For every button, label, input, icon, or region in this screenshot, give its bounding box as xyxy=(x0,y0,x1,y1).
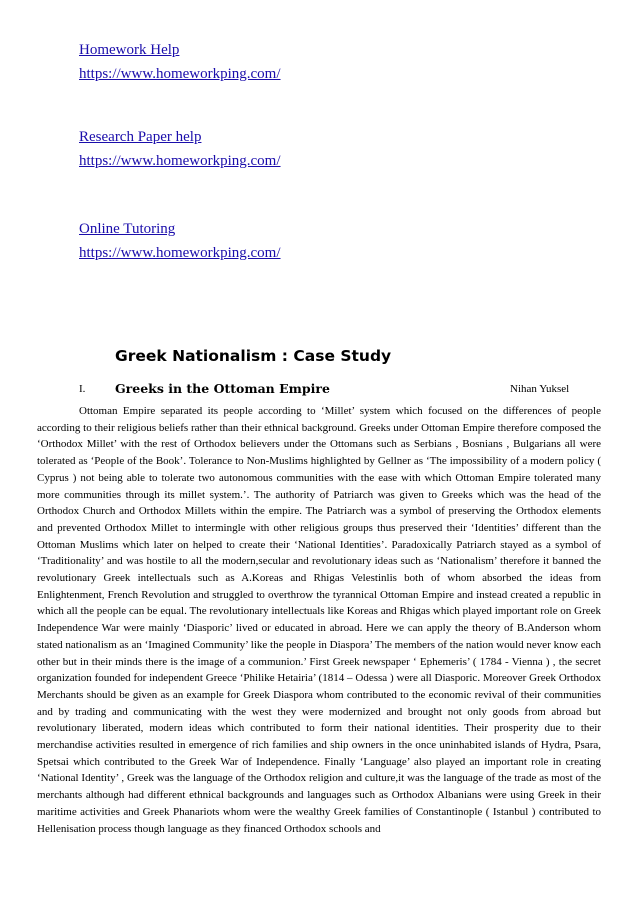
homework-help-link[interactable]: Homework Help xyxy=(79,42,180,58)
author-name: Nihan Yuksel xyxy=(510,383,570,395)
online-tutoring-link[interactable]: Online Tutoring xyxy=(79,221,176,237)
section-heading-row xyxy=(0,381,638,401)
research-paper-help-link[interactable]: Research Paper help xyxy=(79,129,202,145)
body-paragraph: Ottoman Empire separated its people according to ‘Millet’ system which focused on the differences of people according to their religious beliefs rather than their ethnical background. Greeks under Ottoman Empire therefore composed the ‘Orthodox Millet’ with the rest of Orthodox believers under the Ottomans such as Serbians , Bosnians , Bulgarians all were tolerated as ‘People of the Book’. Tolerance to Non-Muslims highlighted by Gellner as ‘The impossibility of a modern policy ( Cyprus ) not being able to tolerate two autonomous communities with the ease with which Ottoman Empire tolerated many more communities through its millet system.’. The authority of Patriarch was given to Greeks which was the head of the Orthodox Church and Orthodox Millets within the empire. The Patriarch was a symbol of preserving the Orthodox elements and prevented Orthodox Millet to intermingle with other religious groups thus preserved their ‘Identities’ different than the Ottoman Muslims which later on helped to create their ‘National Identities’. Paradoxically Patriarch stayed as a symbol of ‘Traditionality’ and was hostile to all the modern,secular and revolutionary ideas such as ‘Nationalism’ therefore it banned the revolutionary Greek intellectuals such as A.Koreas and Rhigas Velestinlis both of whom absorbed the ideas from Enlightenment, French Revolution and struggled to overthrow the tyrannical Ottoman Empire and instead created a republic in which all the people can be equal. The revolutionary intellectuals like Koreas and Rhigas which played important role on Greek Independence War were mainly ‘Diasporic’ lived or educated in abroad. Here we can apply the theory of B.Anderson whom stated nationalism as an ‘Imagined Community’ like the people in Diaspora’ The members of the nation would never know each other but in their minds there is the image of a communion.’ First Greek newspaper ‘ Ephemeris’ ( 1784 - Vienna ) , the secret organization founded for independent Greece ‘Philike Hetairia’ (1814 – Odessa ) were all Diasporic. Moreover Greek Orthodox Merchants should be given as an example for Greek Diaspora whom contributed to the economic revival of their communities and by trading and communicating with the west they were modernized and brought not only goods from abroad but revolutionary liberated, modern ideas which contributed to form their national identities. Their prosperity due to their merchandise activities resulted in emergence of rich families and ship owners in the once uninhabited islands of Hydra, Psara, Spetsai which contributed to the Greek War of Independence. Finally ‘Language’ also played an important role in creating ‘National Identity’ , Greek was the language of the Orthodox religion and culture,it was the language of the trade as most of the merchants although had different ethnical backgrounds and languages such as Orthodox Albanians were using Greek in their maritime activities and Greek Phanariots whom were the wealthy Greek families of Constantinople ( Istanbul ) contributed to Hellenisation process though language as they financed Orthodox schools and xyxy=(37,405,601,835)
research-paper-help-link-group xyxy=(79,125,281,173)
homework-help-url-link[interactable]: https://www.homeworkping.com/ xyxy=(79,66,281,82)
online-tutoring-url-link[interactable]: https://www.homeworkping.com/ xyxy=(79,245,281,261)
section-heading: Greeks in the Ottoman Empire xyxy=(115,381,330,396)
section-number: I. xyxy=(79,383,86,395)
online-tutoring-link-group xyxy=(79,217,281,265)
document-title: Greek Nationalism : Case Study xyxy=(115,347,392,365)
research-paper-help-url-link[interactable]: https://www.homeworkping.com/ xyxy=(79,153,281,169)
homework-help-link-group xyxy=(79,38,281,86)
